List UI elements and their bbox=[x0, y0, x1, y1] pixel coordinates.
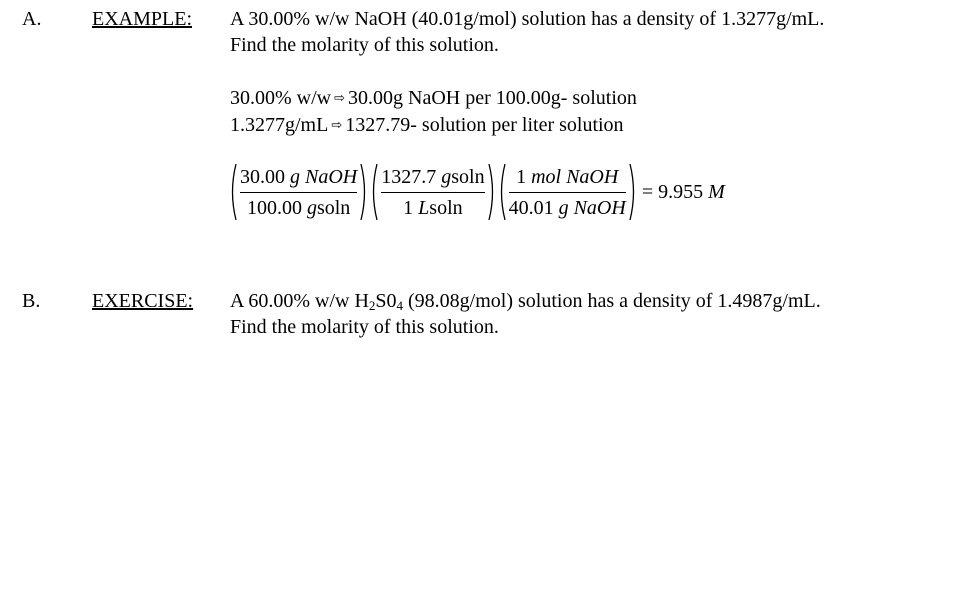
fraction-bar bbox=[381, 192, 484, 193]
left-paren-icon bbox=[228, 162, 238, 222]
step1-left-text: 30.00% w/w bbox=[230, 87, 332, 109]
implies-arrow-icon: ⇨ bbox=[334, 91, 346, 106]
step2-left-text: 1.3277g/mL bbox=[230, 114, 329, 136]
left-paren-icon bbox=[369, 162, 379, 222]
fraction-denominator: 40.01 g NaOH bbox=[508, 196, 626, 219]
fraction-denominator: 1 Lsoln bbox=[403, 196, 463, 219]
section-b-marker: B. bbox=[22, 290, 41, 312]
fraction-molar-mass bbox=[507, 163, 628, 222]
fraction-mass-ratio bbox=[238, 163, 359, 222]
factor-3 bbox=[497, 162, 638, 222]
factor-2 bbox=[369, 162, 496, 222]
step2-right-text: 1327.79- solution per liter solution bbox=[345, 114, 624, 136]
left-paren-icon bbox=[497, 162, 507, 222]
equation-result: = 9.955 M bbox=[641, 180, 725, 203]
fraction-density bbox=[379, 163, 486, 222]
dimensional-analysis-equation bbox=[228, 162, 725, 222]
fraction-numerator: 1327.7 gsoln bbox=[381, 165, 485, 188]
right-paren-icon bbox=[487, 162, 497, 222]
example-problem-line1: A 30.00% w/w NaOH (40.01g/mol) solution has a density of 1.3277g/mL. bbox=[230, 8, 825, 30]
conversion-step-2 bbox=[230, 112, 624, 141]
exercise-problem-line1: A 60.00% w/w $H_2S0_4$ (98.08g/mol) solution has a density of 1.4987g/mL. bbox=[230, 290, 821, 313]
factor-1 bbox=[228, 162, 369, 222]
right-paren-icon bbox=[359, 162, 369, 222]
fraction-numerator: 1 mol NaOH bbox=[516, 165, 619, 188]
fraction-denominator: 100.00 gsoln bbox=[246, 196, 351, 219]
exercise-heading: EXERCISE: bbox=[92, 290, 194, 312]
conversion-step-1 bbox=[230, 85, 637, 114]
implies-arrow-icon: ⇨ bbox=[331, 118, 343, 133]
fraction-numerator: 30.00 g NaOH bbox=[240, 165, 358, 188]
section-a-marker: A. bbox=[22, 8, 42, 30]
step1-right-text: 30.00g NaOH per 100.00g- solution bbox=[348, 87, 637, 109]
right-paren-icon bbox=[628, 162, 638, 222]
example-problem-line2: Find the molarity of this solution. bbox=[230, 34, 499, 56]
fraction-bar bbox=[509, 192, 626, 193]
fraction-bar bbox=[240, 192, 357, 193]
example-heading: EXAMPLE: bbox=[92, 8, 192, 30]
exercise-problem-line2: Find the molarity of this solution. bbox=[230, 316, 499, 338]
